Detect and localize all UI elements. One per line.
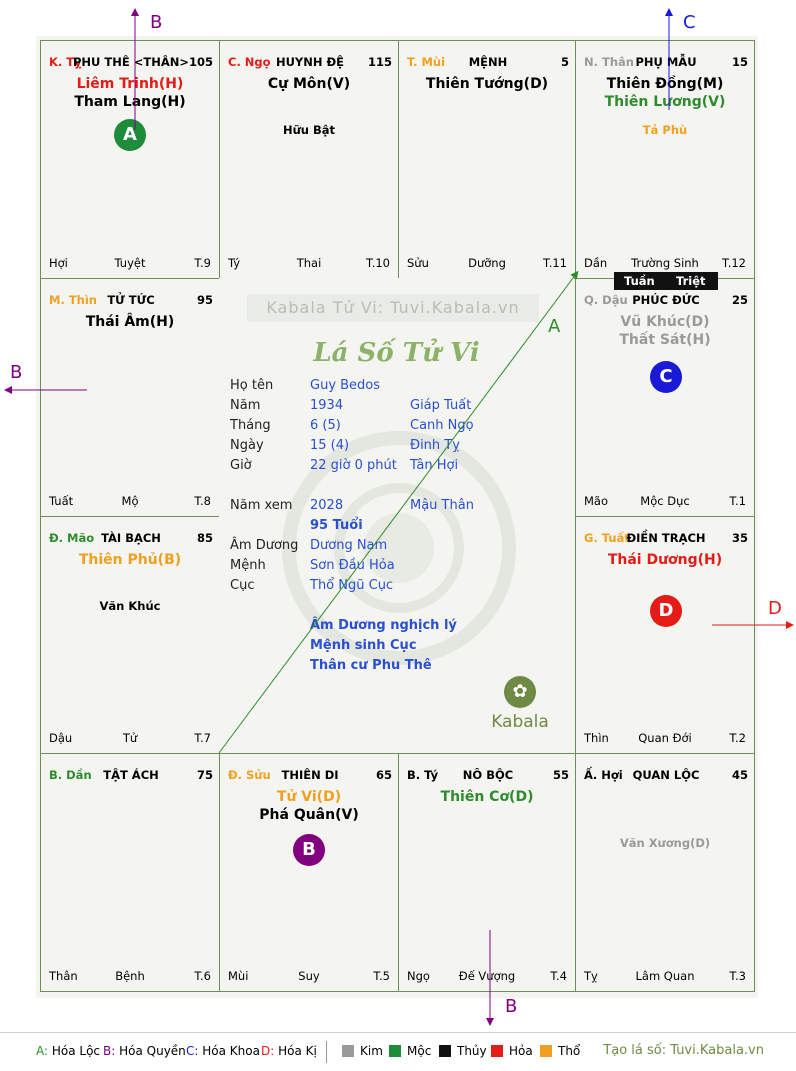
palace-number: 85 — [196, 531, 213, 545]
palace-number: 55 — [552, 768, 569, 782]
main-star: Cự Môn(V) — [267, 76, 351, 92]
legend-label: Hỏa — [509, 1044, 533, 1058]
legend-thuy — [439, 1044, 487, 1058]
info-value-canchi: Canh Ngọ — [410, 418, 474, 433]
palace-name: TÀI BẠCH — [101, 531, 161, 545]
main-star: Thiên Phủ(B) — [78, 552, 182, 568]
palace-month: T.10 — [366, 256, 390, 270]
legend-label: Kim — [360, 1044, 383, 1058]
palace-branch: N. Thân — [584, 55, 634, 69]
note-text: Âm Dương nghịch lý — [310, 618, 457, 633]
label-b-top: B — [150, 12, 163, 33]
info-label: Năm — [230, 398, 261, 413]
legend-tho — [540, 1044, 580, 1058]
palace-month: T.6 — [194, 969, 211, 983]
palace-branch-footer: Hợi — [49, 256, 68, 270]
note-text: Thân cư Phu Thê — [310, 658, 432, 673]
swatch-icon — [342, 1045, 354, 1057]
palace-month: T.11 — [543, 256, 567, 270]
hoa-badge: C — [650, 361, 682, 393]
legend-label: Hóa Khoa — [202, 1044, 260, 1058]
minor-star: Văn Xương(D) — [619, 836, 711, 850]
palace-name: PHỤ MẪU — [635, 55, 697, 69]
hoa-badge: A — [114, 119, 146, 151]
palace-number: 105 — [188, 55, 213, 69]
palace-name: HUYNH ĐỆ — [275, 55, 345, 69]
info-value-canchi: Đinh Tỵ — [410, 438, 460, 453]
palace-branch-footer: Dần — [584, 256, 608, 270]
palace-branch-footer: Sửu — [407, 256, 429, 270]
tree-icon: ✿ — [504, 676, 536, 708]
palace-branch: K. Tỵ — [49, 55, 82, 69]
palace-branch-footer: Tý — [228, 256, 241, 270]
palace-number: 35 — [731, 531, 748, 545]
palace-phase: Mộ — [121, 494, 139, 508]
palace-month: T.12 — [722, 256, 746, 270]
main-star: Phá Quân(V) — [259, 807, 359, 823]
minor-star: Hữu Bật — [282, 123, 336, 137]
info-label: Âm Dương — [230, 538, 299, 553]
palace-number: 15 — [731, 55, 748, 69]
info-value: Thổ Ngũ Cục — [310, 578, 394, 593]
palace-name: QUAN LỘC — [632, 768, 700, 782]
palace-branch-footer: Dậu — [49, 731, 73, 745]
age-value: 95 Tuổi — [310, 518, 363, 533]
info-label: Mệnh — [230, 558, 266, 573]
info-value-canchi: Tân Hợi — [410, 458, 459, 473]
watermark-text: Kabala Tử Vi: Tuvi.Kabala.vn — [247, 294, 539, 322]
palace-branch: B. Tý — [407, 768, 439, 782]
main-star: Thiên Tướng(D) — [425, 76, 549, 92]
palace-month: T.5 — [373, 969, 390, 983]
legend-key: A: — [36, 1044, 49, 1058]
info-value: Dương Nam — [310, 538, 388, 553]
palace-phase: Tử — [122, 731, 138, 745]
palace-phase: Thai — [296, 256, 322, 270]
palace-number: 115 — [367, 55, 392, 69]
swatch-icon — [491, 1045, 503, 1057]
arrow-a-diagonal — [219, 274, 576, 753]
palace-phase: Đế Vượng — [458, 969, 516, 983]
swatch-icon — [540, 1045, 552, 1057]
info-value: 6 (5) — [310, 418, 341, 433]
main-star: Vũ Khúc(D) — [620, 314, 710, 330]
palace-branch-footer: Mùi — [228, 969, 249, 983]
info-label: Ngày — [230, 438, 264, 453]
main-star: Thái Dương(H) — [607, 552, 723, 568]
info-value: 2028 — [310, 498, 344, 513]
main-star: Tử Vi(D) — [276, 789, 342, 805]
legend-hoa-loc — [36, 1044, 100, 1058]
palace-number: 45 — [731, 768, 748, 782]
palace-phase: Dưỡng — [468, 256, 506, 270]
minor-star: Văn Khúc — [99, 599, 161, 613]
palace-month: T.4 — [550, 969, 567, 983]
palace-phase: Lâm Quan — [635, 969, 695, 983]
palace-branch: Đ. Mão — [49, 531, 95, 545]
info-label: Tháng — [230, 418, 271, 433]
legend-label: Hóa Kị — [278, 1044, 317, 1058]
legend-key: D: — [261, 1044, 275, 1058]
palace-phase: Mộc Dục — [640, 494, 690, 508]
hoa-badge: D — [650, 595, 682, 627]
main-star: Thái Âm(H) — [85, 314, 175, 330]
legend-hoa-khoa — [186, 1044, 260, 1058]
swatch-icon — [389, 1045, 401, 1057]
minor-star: Tả Phù — [642, 123, 688, 137]
info-label: Giờ — [230, 458, 252, 473]
legend-label: Hóa Lộc — [51, 1044, 101, 1058]
legend-hoa — [491, 1044, 533, 1058]
palace-number: 95 — [196, 293, 213, 307]
palace-phase: Tuyệt — [114, 256, 146, 270]
palace-number: 25 — [731, 293, 748, 307]
info-value: 1934 — [310, 398, 344, 413]
main-star: Thiên Cơ(D) — [440, 789, 534, 805]
palace-name: TẬT ÁCH — [103, 768, 159, 782]
tuan-label: Tuần — [624, 274, 655, 288]
palace-name: PHU THÊ <THÂN> — [73, 55, 189, 69]
palace-branch: B. Dần — [49, 768, 92, 782]
brand-name: Kabala — [491, 712, 549, 732]
palace-month: T.8 — [194, 494, 211, 508]
palace-phase: Bệnh — [115, 969, 145, 983]
palace-phase: Quan Đới — [638, 731, 692, 745]
palace-branch: C. Ngọ — [228, 55, 271, 69]
palace-branch-footer: Mão — [584, 494, 609, 508]
legend-bar — [0, 1032, 796, 1071]
palace-name: TỬ TỨC — [107, 293, 155, 307]
label-a-diagonal: A — [548, 316, 561, 337]
main-star: Liêm Trinh(H) — [76, 76, 184, 92]
palace-branch: T. Mùi — [407, 55, 446, 69]
info-label: Họ tên — [230, 378, 274, 393]
legend-hoa-quyen — [103, 1044, 186, 1058]
info-value-canchi: Mậu Thân — [410, 498, 474, 513]
palace-number: 65 — [375, 768, 392, 782]
palace-branch-footer: Thân — [49, 969, 78, 983]
palace-number: 5 — [560, 55, 569, 69]
legend-kim — [342, 1044, 383, 1058]
info-value-canchi: Giáp Tuất — [410, 398, 472, 413]
palace-branch-footer: Tuất — [49, 494, 74, 508]
info-label: Cục — [230, 578, 255, 593]
palace-name: PHÚC ĐỨC — [632, 293, 700, 307]
label-b-bottom: B — [505, 996, 518, 1017]
main-star: Thiên Lương(V) — [604, 94, 726, 110]
note-text: Mệnh sinh Cục — [310, 638, 417, 653]
palace-name: MỆNH — [468, 55, 508, 69]
hoa-badge: B — [293, 834, 325, 866]
palace-branch-footer: Thìn — [584, 731, 609, 745]
legend-label: Mộc — [407, 1044, 432, 1058]
palace-phase: Trường Sinh — [631, 256, 699, 270]
palace-month: T.7 — [194, 731, 211, 745]
palace-branch-footer: Tỵ — [584, 969, 598, 983]
main-star: Thiên Đồng(M) — [606, 76, 724, 92]
palace-phase: Suy — [298, 969, 320, 983]
legend-hoa-ki — [261, 1044, 317, 1058]
label-d-right: D — [768, 598, 782, 619]
legend-label: Thủy — [457, 1044, 487, 1058]
main-star: Thất Sát(H) — [619, 332, 711, 348]
palace-month: T.9 — [194, 256, 211, 270]
swatch-icon — [439, 1045, 451, 1057]
palace-branch: Ấ. Hợi — [584, 768, 623, 782]
info-label: Năm xem — [230, 498, 293, 513]
info-value: Sơn Đầu Hỏa — [310, 558, 395, 573]
legend-moc — [389, 1044, 431, 1058]
palace-name: THIÊN DI — [281, 768, 339, 782]
info-value: Guy Bedos — [310, 378, 381, 393]
palace-month: T.2 — [729, 731, 746, 745]
palace-number: 75 — [196, 768, 213, 782]
label-b-left: B — [10, 362, 23, 383]
palace-branch-footer: Ngọ — [407, 969, 430, 983]
label-c-top: C — [683, 12, 696, 33]
main-star: Tham Lang(H) — [74, 94, 186, 110]
legend-label: Hóa Quyền — [119, 1044, 186, 1058]
palace-name: NÔ BỘC — [462, 768, 514, 782]
palace-branch: Đ. Sửu — [228, 768, 271, 782]
legend-divider — [326, 1041, 327, 1063]
legend-key: B: — [103, 1044, 116, 1058]
palace-month: T.3 — [729, 969, 746, 983]
legend-label: Thổ — [558, 1044, 581, 1058]
chart-title: Lá Số Tử Vi — [313, 338, 480, 368]
palace-month: T.1 — [729, 494, 746, 508]
palace-branch: Q. Dậu — [584, 293, 628, 307]
palace-branch: M. Thìn — [49, 293, 97, 307]
info-value: 15 (4) — [310, 438, 350, 453]
palace-branch: G. Tuất — [584, 531, 630, 545]
triet-label: Triệt — [676, 274, 706, 288]
palace-name: ĐIỀN TRẠCH — [626, 531, 706, 545]
tagline: Tạo lá số: Tuvi.Kabala.vn — [603, 1043, 764, 1058]
legend-key: C: — [186, 1044, 199, 1058]
info-value: 22 giờ 0 phút — [310, 458, 397, 473]
